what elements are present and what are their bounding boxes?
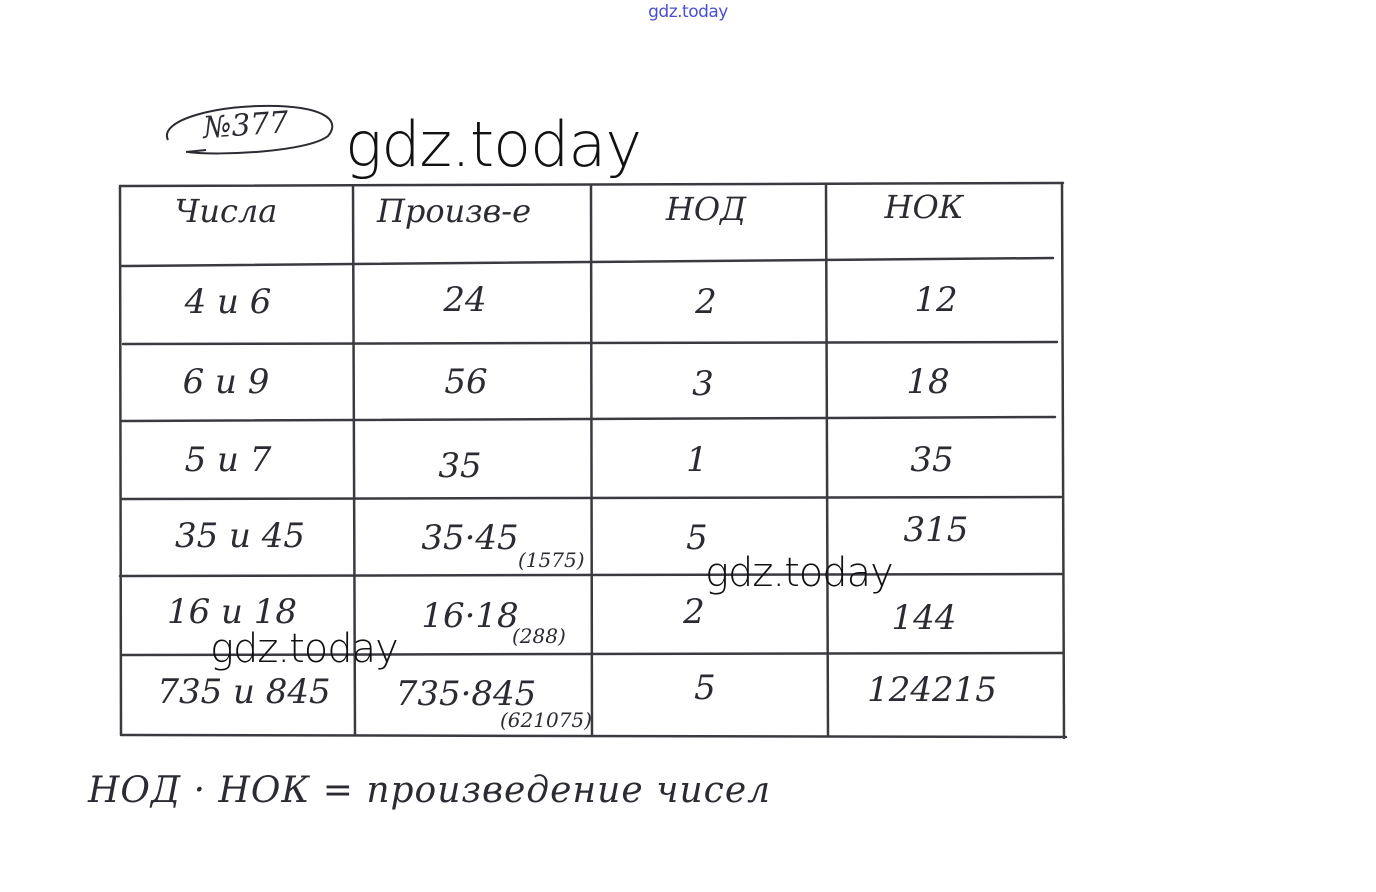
row-5-lcm: 144 [891,598,957,638]
formula: НОД · НОК = произведение чисел [88,770,772,811]
header-lcm: НОК [884,188,964,226]
row-4-lcm: 315 [903,510,969,550]
row-3-gcd: 1 [686,440,708,480]
row-6-lcm: 124215 [867,670,997,710]
watermark: gdz.today [210,626,398,672]
row-6-product: 735·845 [395,674,537,714]
row-1-product: 24 [443,280,487,320]
row-5-product-value: (288) [512,624,566,648]
row-6-product-value: (621075) [500,708,592,732]
row-5-product: 16·18 [421,596,519,636]
row-2-lcm: 18 [906,362,950,402]
row-6-gcd: 5 [694,668,716,708]
row-2-gcd: 3 [692,364,714,404]
row-4-numbers: 35 и 45 [174,516,306,556]
row-1-lcm: 12 [914,280,958,320]
header-gcd: НОД [665,190,747,228]
row-4-product-value: (1575) [518,548,585,572]
row-4-gcd: 5 [686,518,708,558]
header-product: Произв-е [376,192,532,230]
row-4-product: 35·45 [421,518,519,558]
watermark: gdz.today [705,550,893,596]
row-6-numbers: 735 и 845 [157,672,331,712]
row-5-numbers: 16 и 18 [166,592,298,632]
problem-number: №377 [201,105,290,146]
row-2-product: 56 [444,362,488,402]
row-3-numbers: 5 и 7 [184,440,272,480]
row-5-gcd: 2 [683,592,705,632]
row-2-numbers: 6 и 9 [182,362,270,402]
row-3-product: 35 [438,446,482,486]
header-numbers: Числа [174,192,278,230]
row-1-numbers: 4 и 6 [184,282,272,322]
top-watermark: gdz.today [648,2,728,22]
row-1-gcd: 2 [695,282,717,322]
row-3-lcm: 35 [910,440,954,480]
watermark: gdz.today [345,108,642,181]
